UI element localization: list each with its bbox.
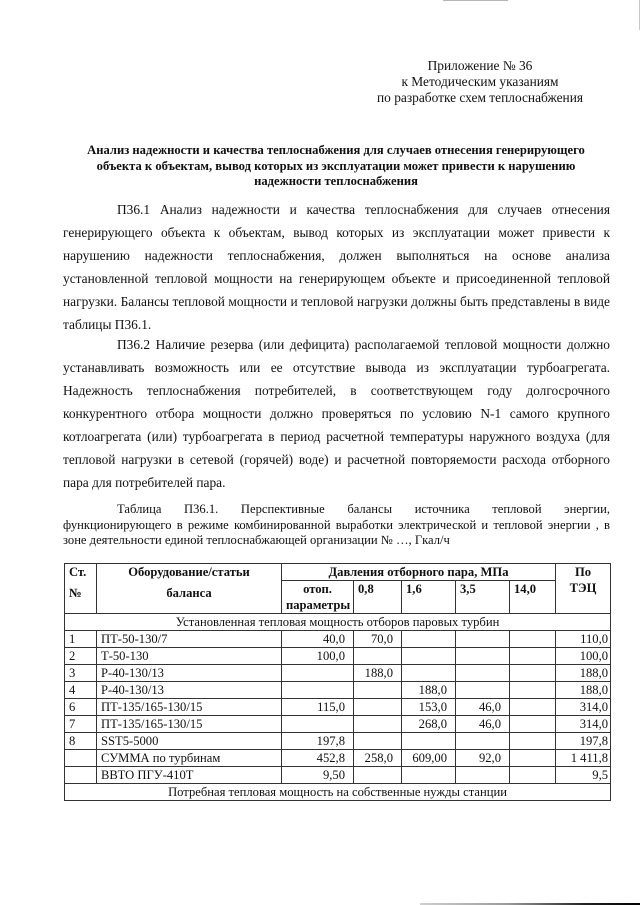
cell-p08: 258,0 [354, 750, 402, 767]
cell-p140 [510, 682, 556, 699]
scan-edge-top [443, 0, 508, 1]
cell-p08 [354, 733, 402, 750]
paragraph-p36-2: П36.2 Наличие резерва (или дефицита) располагаемой тепловой мощности должно устанавливать возможность или ее отсутствие вывода из эксплуатации турбоагрегата. Надежность теплоснабжения потребителей, в соответствующем году долгосрочного конкурентного отбора мощности должно проверяться по условию N-1 самого крупного котлоагрегата (или) турбоагрегата в период расчетной температуры наружного воздуха (для тепловой нагрузки в сетевой (горячей) воде) и расчетной повторяемости расхода отборного пара для потребителей пара. [63, 337, 610, 490]
cell-p140 [510, 767, 556, 784]
header-p08: 0,8 [354, 581, 402, 614]
table-caption [63, 502, 610, 549]
annex-number: Приложение № 36 [427, 58, 533, 73]
header-equipment-line1: Оборудование/статьи [128, 565, 250, 579]
table-row [65, 631, 611, 648]
cell-name: ПТ-135/165-130/15 [97, 716, 282, 733]
header-otop: отоп. параметры [282, 581, 354, 614]
cell-name: Р-40-130/13 [97, 682, 282, 699]
table-row-sum [65, 750, 611, 767]
cell-p140 [510, 648, 556, 665]
cell-num: 7 [65, 716, 97, 733]
cell-p35: 92,0 [456, 750, 510, 767]
cell-total: 197,8 [556, 733, 611, 750]
cell-p08 [354, 699, 402, 716]
cell-name: СУММА по турбинам [97, 750, 282, 767]
cell-p35 [456, 733, 510, 750]
header-total-line1: По [574, 565, 592, 579]
cell-name: ПТ-135/165-130/15 [97, 699, 282, 716]
cell-total: 100,0 [556, 648, 611, 665]
table-row [65, 699, 611, 716]
header-p140: 14,0 [510, 581, 556, 614]
table-caption-line1: Таблица П36.1. Перспективные балансы источника тепловой энергии, [117, 502, 610, 516]
section-installed-label: Установленная тепловая мощность отборов паровых турбин [65, 614, 611, 631]
cell-otop: 9,50 [282, 767, 354, 784]
table-header-row-1 [65, 564, 611, 581]
annex-subject: по разработке схем теплоснабжения [376, 90, 584, 105]
cell-p08 [354, 648, 402, 665]
cell-p16 [402, 767, 456, 784]
annex-header [370, 58, 590, 106]
cell-p16 [402, 631, 456, 648]
cell-p140 [510, 716, 556, 733]
cell-total: 1 411,8 [556, 750, 611, 767]
table-row [65, 733, 611, 750]
cell-p35 [456, 631, 510, 648]
cell-p140 [510, 733, 556, 750]
cell-p35 [456, 665, 510, 682]
cell-otop: 40,0 [282, 631, 354, 648]
table-row [65, 767, 611, 784]
cell-otop [282, 682, 354, 699]
cell-num: 8 [65, 733, 97, 750]
cell-p35 [456, 682, 510, 699]
cell-total: 9,5 [556, 767, 611, 784]
cell-num: 1 [65, 631, 97, 648]
annex-reference: к Методическим указаниям [401, 74, 559, 89]
cell-num [65, 767, 97, 784]
cell-p35: 46,0 [456, 716, 510, 733]
section-row-own-needs [65, 784, 611, 801]
cell-p08 [354, 767, 402, 784]
cell-p16: 188,0 [402, 682, 456, 699]
table-row [65, 682, 611, 699]
cell-p35: 46,0 [456, 699, 510, 716]
cell-total: 188,0 [556, 665, 611, 682]
cell-name: ПТ-50-130/7 [97, 631, 282, 648]
header-num-line1: Ст. [69, 565, 87, 579]
header-p35: 3,5 [456, 581, 510, 614]
table-caption-rest: функционирующего в режиме комбинированной выработки электрической и тепловой энергии , в зоне деятельности единой теплоснабжающей организации № …, Гкал/ч [63, 517, 610, 547]
cell-num: 6 [65, 699, 97, 716]
cell-p140 [510, 665, 556, 682]
cell-num: 2 [65, 648, 97, 665]
header-num-line2: № [69, 586, 82, 600]
header-pressure-group: Давления отборного пара, МПа [282, 564, 556, 581]
cell-otop [282, 665, 354, 682]
cell-num [65, 750, 97, 767]
cell-total: 188,0 [556, 682, 611, 699]
cell-num: 3 [65, 665, 97, 682]
cell-p35 [456, 767, 510, 784]
header-num [65, 564, 97, 614]
cell-otop: 100,0 [282, 648, 354, 665]
cell-p16: 153,0 [402, 699, 456, 716]
cell-p08 [354, 716, 402, 733]
cell-total: 110,0 [556, 631, 611, 648]
cell-name: Т-50-130 [97, 648, 282, 665]
cell-p08 [354, 682, 402, 699]
balance-table [64, 563, 611, 801]
cell-p16: 268,0 [402, 716, 456, 733]
cell-name: Р-40-130/13 [97, 665, 282, 682]
table-row [65, 716, 611, 733]
paragraph-p36-1: П36.1 Анализ надежности и качества теплоснабжения для случаев отнесения генерирующего объекта к объектам, вывод которых из эксплуатации может привести к нарушению надежности теплоснабжения, должен выполняться на основе анализа установленной тепловой мощности на генерирующем объекте и присоединенной тепловой нагрузки. Балансы тепловой мощности и тепловой нагрузки должны быть представлены в виде таблицы П36.1. [63, 202, 610, 332]
cell-p16: 609,00 [402, 750, 456, 767]
cell-p16 [402, 648, 456, 665]
table-row [65, 648, 611, 665]
cell-p35 [456, 648, 510, 665]
section-row-installed [65, 614, 611, 631]
cell-name: ВВТО ПГУ-410Т [97, 767, 282, 784]
document-title: Анализ надежности и качества теплоснабжения для случаев отнесения генерирующего объекта к объектам, вывод которых из эксплуатации может привести к нарушению надежности теплоснабжения [87, 143, 585, 188]
cell-total: 314,0 [556, 699, 611, 716]
cell-p140 [510, 631, 556, 648]
cell-p08: 70,0 [354, 631, 402, 648]
cell-p16 [402, 733, 456, 750]
cell-p08: 188,0 [354, 665, 402, 682]
cell-otop: 197,8 [282, 733, 354, 750]
header-equipment [97, 564, 282, 614]
header-equipment-line2: баланса [166, 586, 212, 600]
cell-p140 [510, 750, 556, 767]
cell-num: 4 [65, 682, 97, 699]
table-row [65, 665, 611, 682]
cell-total: 314,0 [556, 716, 611, 733]
header-total-line2: ТЭЦ [569, 581, 597, 595]
cell-name: SST5-5000 [97, 733, 282, 750]
cell-p16 [402, 665, 456, 682]
header-p16: 1,6 [402, 581, 456, 614]
section-own-needs-label: Потребная тепловая мощность на собственные нужды станции [65, 784, 611, 801]
cell-otop: 452,8 [282, 750, 354, 767]
cell-p140 [510, 699, 556, 716]
cell-otop: 115,0 [282, 699, 354, 716]
header-total [556, 564, 611, 614]
cell-otop [282, 716, 354, 733]
